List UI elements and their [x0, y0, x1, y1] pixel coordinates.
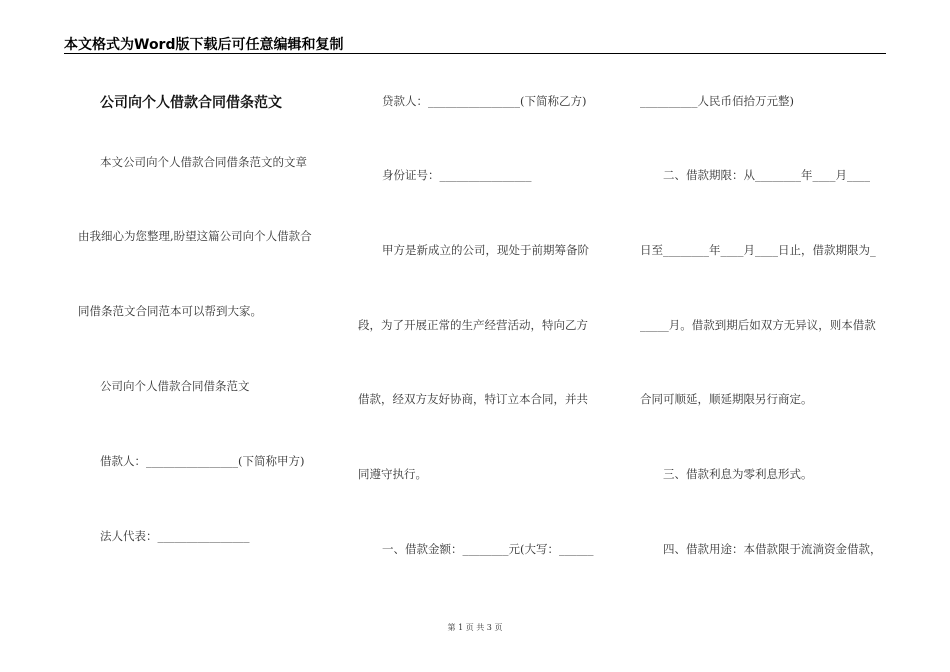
col1-borrower: 借款人：________________(下简称甲方)	[100, 454, 305, 468]
col2-loan-amount: 一、借款金额：________元(大写：______	[382, 542, 594, 556]
col3-purpose: 四、借款用途：本借款限于流淌资金借款，	[663, 542, 882, 556]
col3-line-5: 合同可顺延，顺延期限另行商定。	[640, 392, 813, 406]
col2-line-5: 借款，经双方友好协商，特订立本合同，并共	[358, 392, 588, 406]
col1-line-3: 同借条范文合同范本可以帮到大家。	[78, 304, 262, 318]
col2-line-4: 段，为了开展正常的生产经营活动，特向乙方	[358, 318, 588, 332]
col2-id-number: 身份证号：________________	[382, 168, 532, 182]
col2-line-6: 同遵守执行。	[358, 467, 427, 481]
document-banner: 本文格式为Word版下载后可任意编辑和复制	[64, 37, 344, 53]
col1-line-1: 本文公司向个人借款合同借条范文的文章	[100, 155, 307, 169]
col1-line-4: 公司向个人借款合同借条范文	[100, 379, 250, 393]
col1-legal-rep: 法人代表：________________	[100, 529, 250, 543]
header-divider	[64, 53, 886, 54]
col3-line-1: __________人民币佰拾万元整)	[640, 94, 794, 108]
col1-line-2: 由我细心为您整理,盼望这篇公司向个人借款合	[78, 229, 312, 243]
col3-loan-term: 二、借款期限：从________年____月____	[663, 168, 870, 182]
col2-lender: 贷款人：________________(下简称乙方)	[382, 94, 587, 108]
col3-interest: 三、借款利息为零利息形式。	[663, 467, 813, 481]
col3-line-4: _____月。借款到期后如双方无异议，则本借款	[640, 318, 876, 332]
col2-line-3: 甲方是新成立的公司，现处于前期筹备阶	[382, 243, 589, 257]
document-title: 公司向个人借款合同借条范文	[100, 95, 282, 111]
col3-line-3: 日至________年____月____日止，借款期限为_	[640, 243, 876, 257]
page-number: 第 1 页 共 3 页	[447, 623, 503, 632]
